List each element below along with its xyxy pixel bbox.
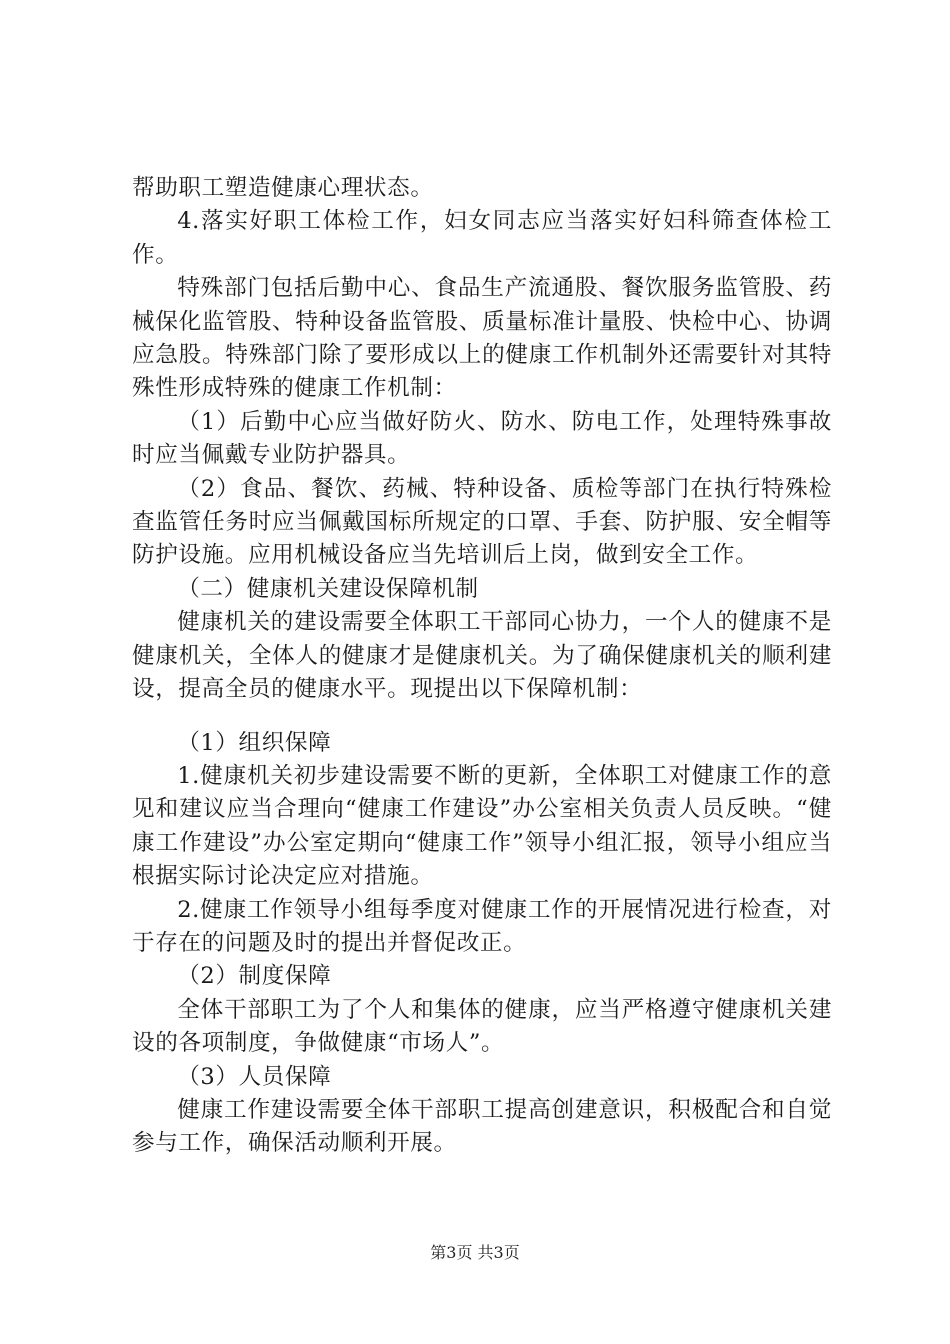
paragraph-system: 全体干部职工为了个人和集体的健康，应当严格遵守健康机关建设的各项制度，争做健康“市场人”。 bbox=[132, 996, 832, 1057]
paragraph-continuation: 帮助职工塑造健康心理状态。 bbox=[132, 175, 434, 201]
document-body bbox=[132, 172, 832, 1161]
subheading-system: （2）制度保障 bbox=[177, 963, 332, 990]
paragraph-special-departments: 特殊部门包括后勤中心、食品生产流通股、餐饮服务监管股、药械保化监管股、特种设备监管股、质量标准计量股、快检中心、协调应急股。特殊部门除了要形成以上的健康工作机制外还需要针对其特殊性形成特殊的健康工作机制： bbox=[132, 275, 832, 402]
paragraph-organization-2: 2.健康工作领导小组每季度对健康工作的开展情况进行检查，对于存在的问题及时的提出并督促改正。 bbox=[132, 896, 832, 956]
paragraph-organization-1: 1.健康机关初步建设需要不断的更新，全体职工对健康工作的意见和建议应当合理向“健康工作建设”办公室相关负责人员反映。“健康工作建设”办公室定期向“健康工作”领导小组汇报，领导小组应当根据实际讨论决定应对措施。 bbox=[132, 762, 832, 890]
paragraph-item-4: 4.落实好职工体检工作，妇女同志应当落实好妇科筛查体检工作。 bbox=[132, 208, 832, 268]
paragraph-logistics-center: （1）后勤中心应当做好防火、防水、防电工作，处理特殊事故时应当佩戴专业防护器具。 bbox=[132, 408, 832, 469]
section-heading-guarantee-mechanism: （二）健康机关建设保障机制 bbox=[177, 575, 479, 602]
paragraph-personnel: 健康工作建设需要全体干部职工提高创建意识，积极配合和自觉参与工作，确保活动顺利开展。 bbox=[132, 1096, 832, 1157]
paragraph-inspection-departments: （2）食品、餐饮、药械、特种设备、质检等部门在执行特殊检查监管任务时应当佩戴国标所规定的口罩、手套、防护服、安全帽等防护设施。应用机械设备应当先培训后上岗，做到安全工作。 bbox=[132, 475, 832, 569]
subheading-personnel: （3）人员保障 bbox=[177, 1063, 332, 1090]
page-number-footer: 第3页 共3页 bbox=[430, 1243, 520, 1262]
subheading-organization: （1）组织保障 bbox=[177, 729, 332, 756]
paragraph-guarantee-intro: 健康机关的建设需要全体职工干部同心协力，一个人的健康不是健康机关，全体人的健康才是健康机关。为了确保健康机关的顺利建设，提高全员的健康水平。现提出以下保障机制： bbox=[132, 609, 832, 703]
